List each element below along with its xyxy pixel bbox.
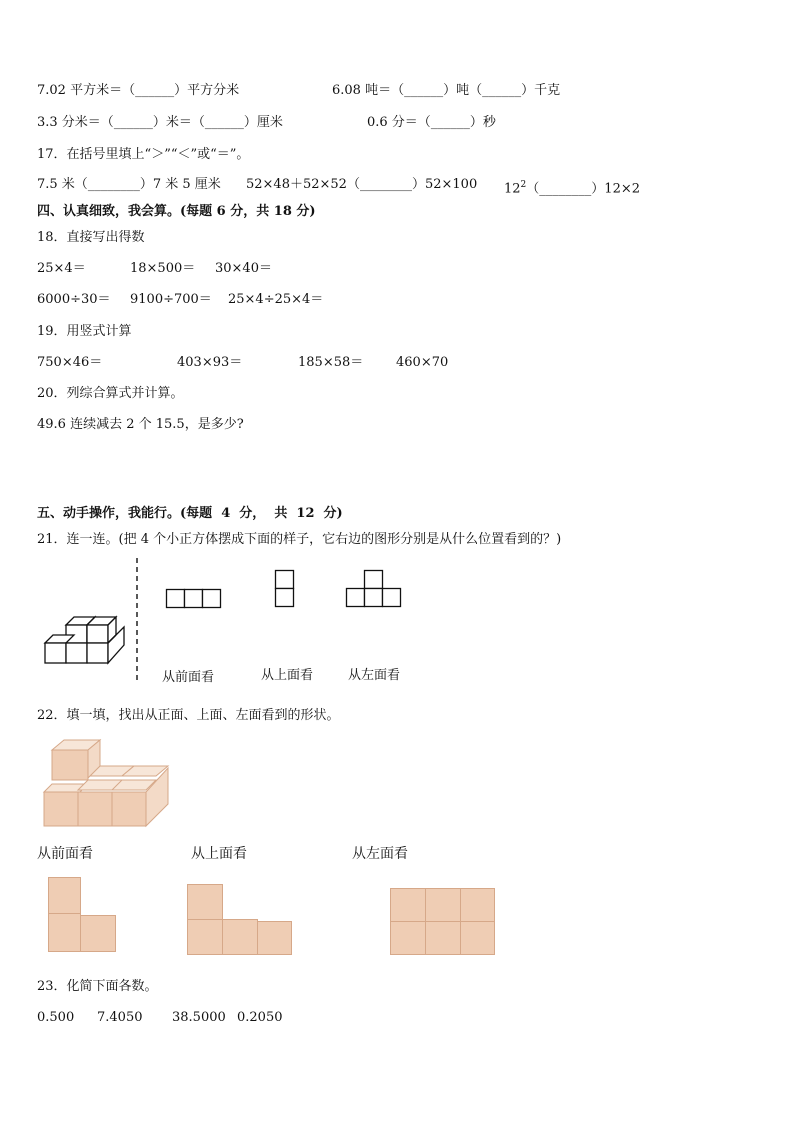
q17-item-c: $12^2(\_\_\_\_\_\_\_\_)12\times 2$ [504,180,641,197]
q21-view-shape-c [346,570,402,608]
answer-blank[interactable]: ______ [404,83,444,98]
q19-item: 403×93＝ [177,355,243,370]
q22-view-shape-left [390,888,496,956]
q21-cube-stack-figure [44,605,134,667]
answer-blank[interactable]: ________ [87,177,140,192]
conversion-a: 7.02 平方米＝（______）平方分米 [37,83,240,98]
q21-label-top: 从上面看 [261,668,314,683]
q22-label-front: 从前面看 [37,846,93,862]
q22-title: 22．填一填，找出从正面、上面、左面看到的形状。 [37,708,340,723]
q19-item: 460×70 [396,355,449,370]
q23-item: 38.5000 [172,1010,226,1025]
q21-label-left: 从左面看 [348,668,401,683]
answer-blank[interactable]: ________ [359,177,412,192]
q21-title: 21．连一连。(把 4 个小正方体摆成下面的样子，它右边的图形分别是从什么位置看到的？) [37,532,562,547]
q23-item: 7.4050 [97,1010,143,1025]
q18-item: 18×500＝ [130,261,196,276]
q22-label-top: 从上面看 [191,846,247,862]
conversion-d: 0.6 分＝（______）秒 [367,115,496,130]
answer-blank[interactable]: ______ [482,83,522,98]
q18-item: 25×4＝ [37,261,86,276]
conversion-c: 3.3 分米＝（______）米＝（______）厘米 [37,115,283,130]
q22-cube-stack-figure [44,738,170,828]
q20-title: 20．列综合算式并计算。 [37,386,184,401]
answer-blank[interactable]: ________ [539,181,592,197]
q21-view-shape-b [275,570,295,608]
section-4-title: 四、认真细致，我会算。(每题 6 分，共 18 分) [37,204,316,219]
q18-item: 9100÷700＝ [130,292,212,307]
q19-title: 19．用竖式计算 [37,324,132,339]
answer-blank[interactable]: ______ [204,115,244,130]
q18-title: 18．直接写出得数 [37,230,145,245]
answer-blank[interactable]: ______ [430,115,470,130]
q20-problem: 49.6 连续减去 2 个 15.5，是多少? [37,417,244,432]
q18-item: 25×4÷25×4＝ [228,292,324,307]
q17-title: 17．在括号里填上“＞”“＜”或“＝”。 [37,147,250,162]
answer-blank[interactable]: ______ [135,83,175,98]
q22-view-shape-top [187,884,293,956]
q19-item: 750×46＝ [37,355,103,370]
q23-item: 0.500 [37,1010,75,1025]
q19-item: 185×58＝ [298,355,364,370]
q21-view-shape-a [166,589,222,609]
q17-item-a: 7.5 米（________）7 米 5 厘米 [37,177,221,192]
q18-item: 6000÷30＝ [37,292,111,307]
q22-view-shape-front [48,877,118,953]
answer-blank[interactable]: ______ [113,115,153,130]
q21-dashed-divider [135,558,139,682]
q21-label-front: 从前面看 [162,670,215,685]
q22-label-left: 从左面看 [352,846,408,862]
q23-item: 0.2050 [237,1010,283,1025]
conversion-b: 6.08 吨＝（______）吨（______）千克 [332,83,561,98]
q17-item-b: 52×48＋52×52（________）52×100 [246,177,478,192]
q23-title: 23．化简下面各数。 [37,979,158,994]
q18-item: 30×40＝ [215,261,272,276]
section-5-title: 五、动手操作，我能行。(每题 4 分， 共 12 分) [37,506,343,521]
